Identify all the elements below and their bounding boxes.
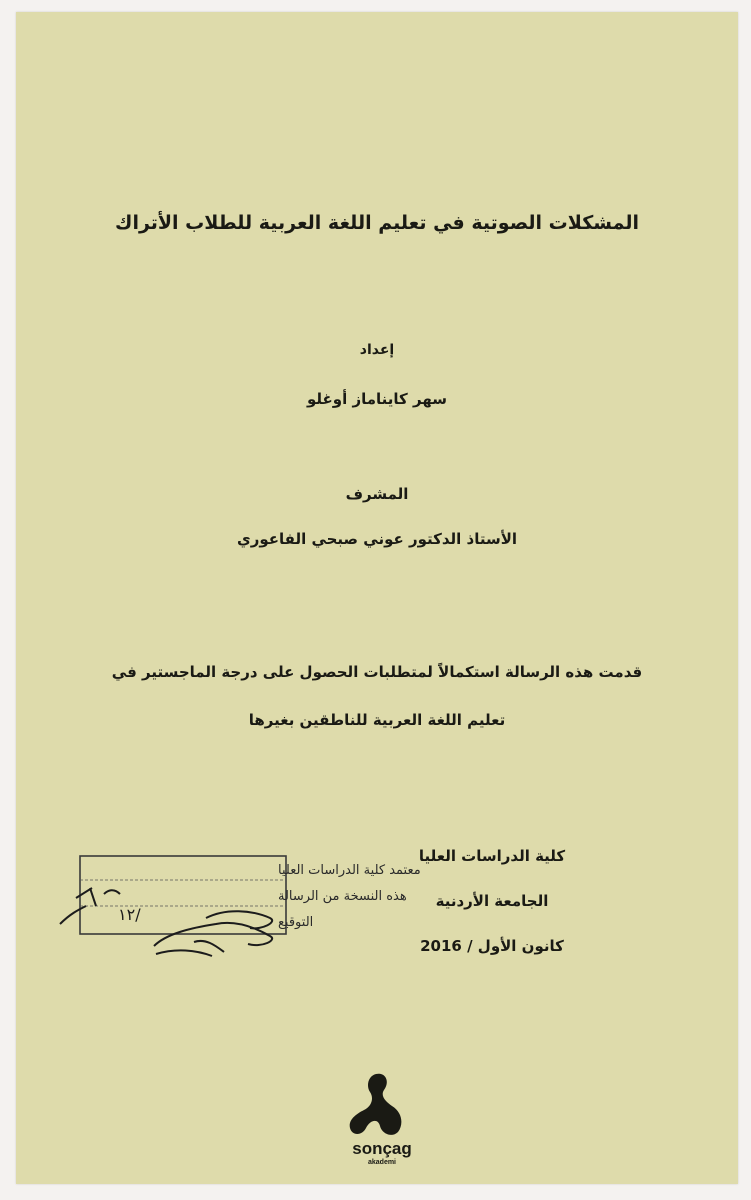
approval-stamp — [56, 848, 421, 960]
submission-date: كانون الأول / 2016 — [420, 937, 564, 955]
stamp-text-1: معتمد كلية الدراسات العليا — [278, 863, 421, 878]
stamp-text-3: التوقيع — [278, 915, 314, 930]
supervisor-label: المشرف — [345, 485, 409, 503]
handwritten-date: ١٢/ — [118, 905, 141, 924]
thesis-title: المشكلات الصوتية في تعليم اللغة العربية للطلاب الأتراك — [115, 212, 639, 234]
stamp-graphic — [56, 848, 421, 960]
document-page — [16, 12, 738, 1184]
purpose-line-1: قدمت هذه الرسالة استكمالاً لمتطلبات الحصول على درجة الماجستير في — [111, 663, 643, 681]
logo-subtext: akademi — [367, 1159, 397, 1166]
publisher-logo-mark — [326, 1068, 436, 1168]
faculty-name: كلية الدراسات العليا — [418, 847, 566, 865]
stamp-text-2: هذه النسخة من الرسالة — [278, 889, 407, 904]
logo-wordmark: sonçag — [352, 1139, 412, 1158]
stamp-border — [80, 856, 286, 934]
author-name: سهر كايناماز أوغلو — [307, 390, 447, 408]
prepared-by-label: إعداد — [359, 342, 395, 358]
supervisor-name: الأستاذ الدكتور عوني صبحي الفاعوري — [236, 530, 518, 548]
logo-shape — [350, 1074, 402, 1135]
purpose-line-2: تعليم اللغة العربية للناطقين بغيرها — [248, 711, 506, 729]
publisher-logo — [326, 1068, 436, 1168]
university-name: الجامعة الأردنية — [435, 892, 549, 910]
